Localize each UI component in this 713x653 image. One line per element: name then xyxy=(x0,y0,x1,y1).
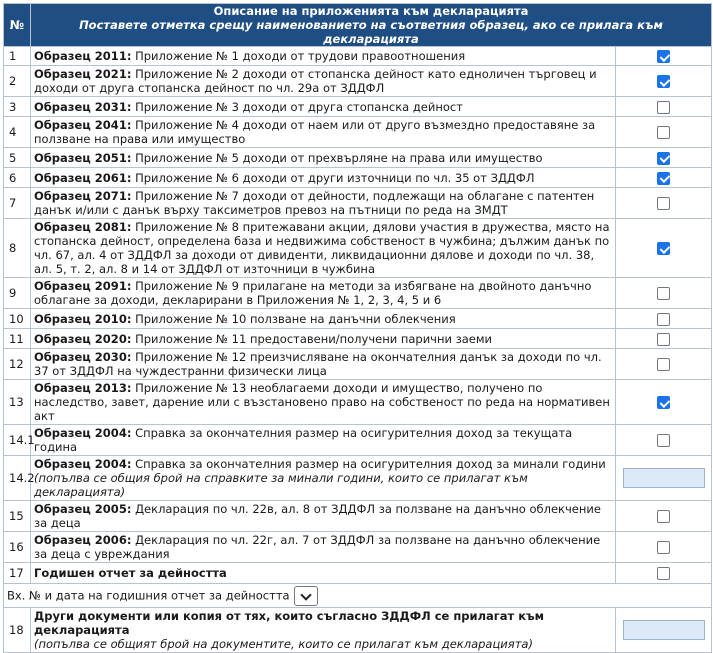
row-text: Приложение № 3 доходи от друга стопанска дейност xyxy=(131,99,463,114)
row-code: Образец 2021: xyxy=(34,67,132,81)
row-code: Образец 2041: xyxy=(34,118,132,132)
row-number: 8 xyxy=(4,219,31,278)
row-description xyxy=(31,97,616,117)
table-row xyxy=(4,47,712,66)
row-control xyxy=(616,168,712,188)
checkbox[interactable] xyxy=(657,434,670,447)
row-number: 4 xyxy=(4,117,31,148)
table-row xyxy=(4,532,712,563)
row-text: Приложение № 8 притежавани акции, дялови участия в дружества, място на стопанска дейност, определена база и недвижима собственост в чужбина; дължим данък по чл. 67, ал. 4 от ЗДДФЛ за доходи от дивиденти, ликвидационни дялове и доходи по чл. 38, ал. 5, т. 2, ал. 8 и 14 от ЗДДФЛ от източници в чужбина xyxy=(34,220,610,276)
row-code: Образец 2004: xyxy=(34,457,132,471)
row-note: (попълва се общият брой на документите, които се прилагат към декларацията) xyxy=(34,637,533,651)
checkbox[interactable] xyxy=(657,358,670,371)
table-row xyxy=(4,168,712,188)
row-number: 2 xyxy=(4,66,31,97)
row-control xyxy=(616,425,712,456)
checkbox[interactable] xyxy=(657,126,670,139)
row-control xyxy=(616,608,712,653)
row-control xyxy=(616,349,712,380)
report-number-cell xyxy=(4,584,712,608)
checkbox[interactable] xyxy=(657,541,670,554)
table-row xyxy=(4,501,712,532)
row-control xyxy=(616,278,712,309)
row-number: 10 xyxy=(4,309,31,329)
row-code: Образец 2006: xyxy=(34,533,132,547)
row-number: 18 xyxy=(4,608,31,653)
row-code: Образец 2061: xyxy=(34,170,132,185)
row-description xyxy=(31,456,616,501)
report-number-select[interactable] xyxy=(294,586,318,606)
row-control xyxy=(616,219,712,278)
report-number-label: Вх. № и дата на годишния отчет за дейността xyxy=(7,588,290,602)
row-number: 7 xyxy=(4,188,31,219)
attachments-table xyxy=(3,3,712,653)
row-description xyxy=(31,532,616,563)
row-code: Образец 2031: xyxy=(34,99,132,114)
checkbox[interactable] xyxy=(657,510,670,523)
row-description xyxy=(31,188,616,219)
row-description xyxy=(31,117,616,148)
row-text: Справка за окончателния размер на осигурителния доход за текущата година xyxy=(34,426,573,454)
checkbox-checked[interactable] xyxy=(657,152,670,165)
row-description xyxy=(31,47,616,66)
other-documents-count-input[interactable] xyxy=(623,620,705,640)
row-text: Приложение № 11 предоставени/получени парични заеми xyxy=(131,331,493,346)
row-control xyxy=(616,148,712,168)
row-description xyxy=(31,329,616,349)
row-control xyxy=(616,309,712,329)
row-description xyxy=(31,349,616,380)
row-number: 14.1 xyxy=(4,425,31,456)
num-column-header: № xyxy=(4,4,31,47)
row-text: Приложение № 12 преизчисляване на окончателния данък за доходи по чл. 37 от ЗДДФЛ на чуждестранни физически лица xyxy=(34,350,602,378)
row-number: 5 xyxy=(4,148,31,168)
table-row xyxy=(4,188,712,219)
row-number: 14.2 xyxy=(4,456,31,501)
row-number: 17 xyxy=(4,563,31,584)
row-text: Приложение № 2 доходи от стопанска дейност като едноличен търговец и доходи от друга стопанска дейност по чл. 29а от ЗДДФЛ xyxy=(34,67,597,95)
row-description xyxy=(31,168,616,188)
row-description xyxy=(31,608,616,653)
row-control xyxy=(616,532,712,563)
row-code: Образец 2071: xyxy=(34,189,132,203)
row-control xyxy=(616,456,712,501)
row-code: Образец 2091: xyxy=(34,279,132,293)
row-text: Приложение № 10 ползване на данъчни облекчения xyxy=(131,311,456,326)
header-subtitle: Поставете отметка срещу наименованието на съответния образец, ако се прилага към декларацията xyxy=(79,18,663,46)
row-code: Образец 2051: xyxy=(34,150,132,165)
checkbox[interactable] xyxy=(657,333,670,346)
table-row-18 xyxy=(4,608,712,653)
checkbox[interactable] xyxy=(657,101,670,114)
row-text: Справка за окончателния размер на осигурителния доход за минали години xyxy=(131,457,606,471)
row-number: 13 xyxy=(4,380,31,425)
row-code: Образец 2081: xyxy=(34,220,132,234)
row-text: Приложение № 9 прилагане на методи за избягване на двойното данъчно облагане за доходи, декларирани в Приложения № 1, 2, 3, 4, 5 и 6 xyxy=(34,279,592,307)
checkbox[interactable] xyxy=(657,197,670,210)
table-row xyxy=(4,349,712,380)
row-number: 12 xyxy=(4,349,31,380)
row-code: Образец 2011: xyxy=(34,49,132,63)
row-control xyxy=(616,501,712,532)
row-text: Приложение № 4 доходи от наем или от друго възмездно предоставяне за ползване на права или имущество xyxy=(34,118,596,146)
row-text: Приложение № 1 доходи от трудови правоотношения xyxy=(131,49,466,63)
table-row xyxy=(4,219,712,278)
row-code: Образец 2013: xyxy=(34,381,132,395)
checkbox-checked[interactable] xyxy=(657,50,670,63)
row-description xyxy=(31,563,616,584)
table-header xyxy=(4,4,712,47)
table-row xyxy=(4,66,712,97)
count-input[interactable] xyxy=(623,468,705,488)
row-text: Приложение № 7 доходи от дейности, подлежащи на облагане с патентен данък и/или с данък върху таксиметров превоз на пътници по реда на ЗМДТ xyxy=(34,189,595,217)
row-control xyxy=(616,563,712,584)
row-code: Годишен отчет за дейността xyxy=(34,566,227,580)
checkbox-checked[interactable] xyxy=(657,396,670,409)
row-text: Приложение № 6 доходи от други източници по чл. 35 от ЗДДФЛ xyxy=(131,170,535,185)
row-description xyxy=(31,219,616,278)
description-column-header xyxy=(31,4,712,47)
row-text: Приложение № 5 доходи от прехвърляне на права или имущество xyxy=(131,150,543,165)
row-number: 16 xyxy=(4,532,31,563)
row-number: 6 xyxy=(4,168,31,188)
checkbox-checked[interactable] xyxy=(657,242,670,255)
row-code: Образец 2020: xyxy=(34,331,132,346)
row-description xyxy=(31,380,616,425)
row-description xyxy=(31,278,616,309)
row-text: Декларация по чл. 22г, ал. 7 от ЗДДФЛ за ползване на данъчно облекчение за деца с увреждания xyxy=(34,533,601,561)
row-code: Образец 2030: xyxy=(34,350,132,364)
row-number: 9 xyxy=(4,278,31,309)
row-control xyxy=(616,47,712,66)
row-description xyxy=(31,66,616,97)
checkbox-checked[interactable] xyxy=(657,172,670,185)
row-number: 11 xyxy=(4,329,31,349)
row-number: 15 xyxy=(4,501,31,532)
table-row xyxy=(4,380,712,425)
attachments-rows xyxy=(4,47,712,653)
checkbox-checked[interactable] xyxy=(657,75,670,88)
table-row xyxy=(4,456,712,501)
table-row xyxy=(4,329,712,349)
table-row xyxy=(4,309,712,329)
row-code: Образец 2010: xyxy=(34,311,132,326)
row-code: Образец 2005: xyxy=(34,502,132,516)
row-description xyxy=(31,148,616,168)
row-code: Образец 2004: xyxy=(34,426,132,440)
table-row xyxy=(4,97,712,117)
checkbox[interactable] xyxy=(657,567,670,580)
row-number: 3 xyxy=(4,97,31,117)
header-title: Описание на приложенията към декларацията xyxy=(213,4,529,18)
row-note: (попълва се общия брой на справките за минали години, които се прилагат към декларацията) xyxy=(34,471,528,499)
table-row xyxy=(4,563,712,584)
report-number-row xyxy=(4,584,712,608)
row-control xyxy=(616,188,712,219)
table-row xyxy=(4,117,712,148)
row-description xyxy=(31,425,616,456)
row-control xyxy=(616,97,712,117)
row-number: 1 xyxy=(4,47,31,66)
row-code: Други документи или копия от тях, които съгласно ЗДДФЛ се прилагат към декларацията xyxy=(34,609,545,637)
checkbox[interactable] xyxy=(657,287,670,300)
row-description xyxy=(31,309,616,329)
row-control xyxy=(616,117,712,148)
table-row xyxy=(4,148,712,168)
row-text: Приложение № 13 необлагаеми доходи и имущество, получено по наследство, завет, дарение или с възстановено право на собственост по реда на нормативен акт xyxy=(34,381,610,423)
row-description xyxy=(31,501,616,532)
row-control xyxy=(616,66,712,97)
attachments-form xyxy=(3,3,711,653)
table-row xyxy=(4,425,712,456)
row-control xyxy=(616,380,712,425)
checkbox[interactable] xyxy=(657,313,670,326)
row-control xyxy=(616,329,712,349)
table-row xyxy=(4,278,712,309)
row-text: Декларация по чл. 22в, ал. 8 от ЗДДФЛ за ползване на данъчно облекчение за деца xyxy=(34,502,601,530)
